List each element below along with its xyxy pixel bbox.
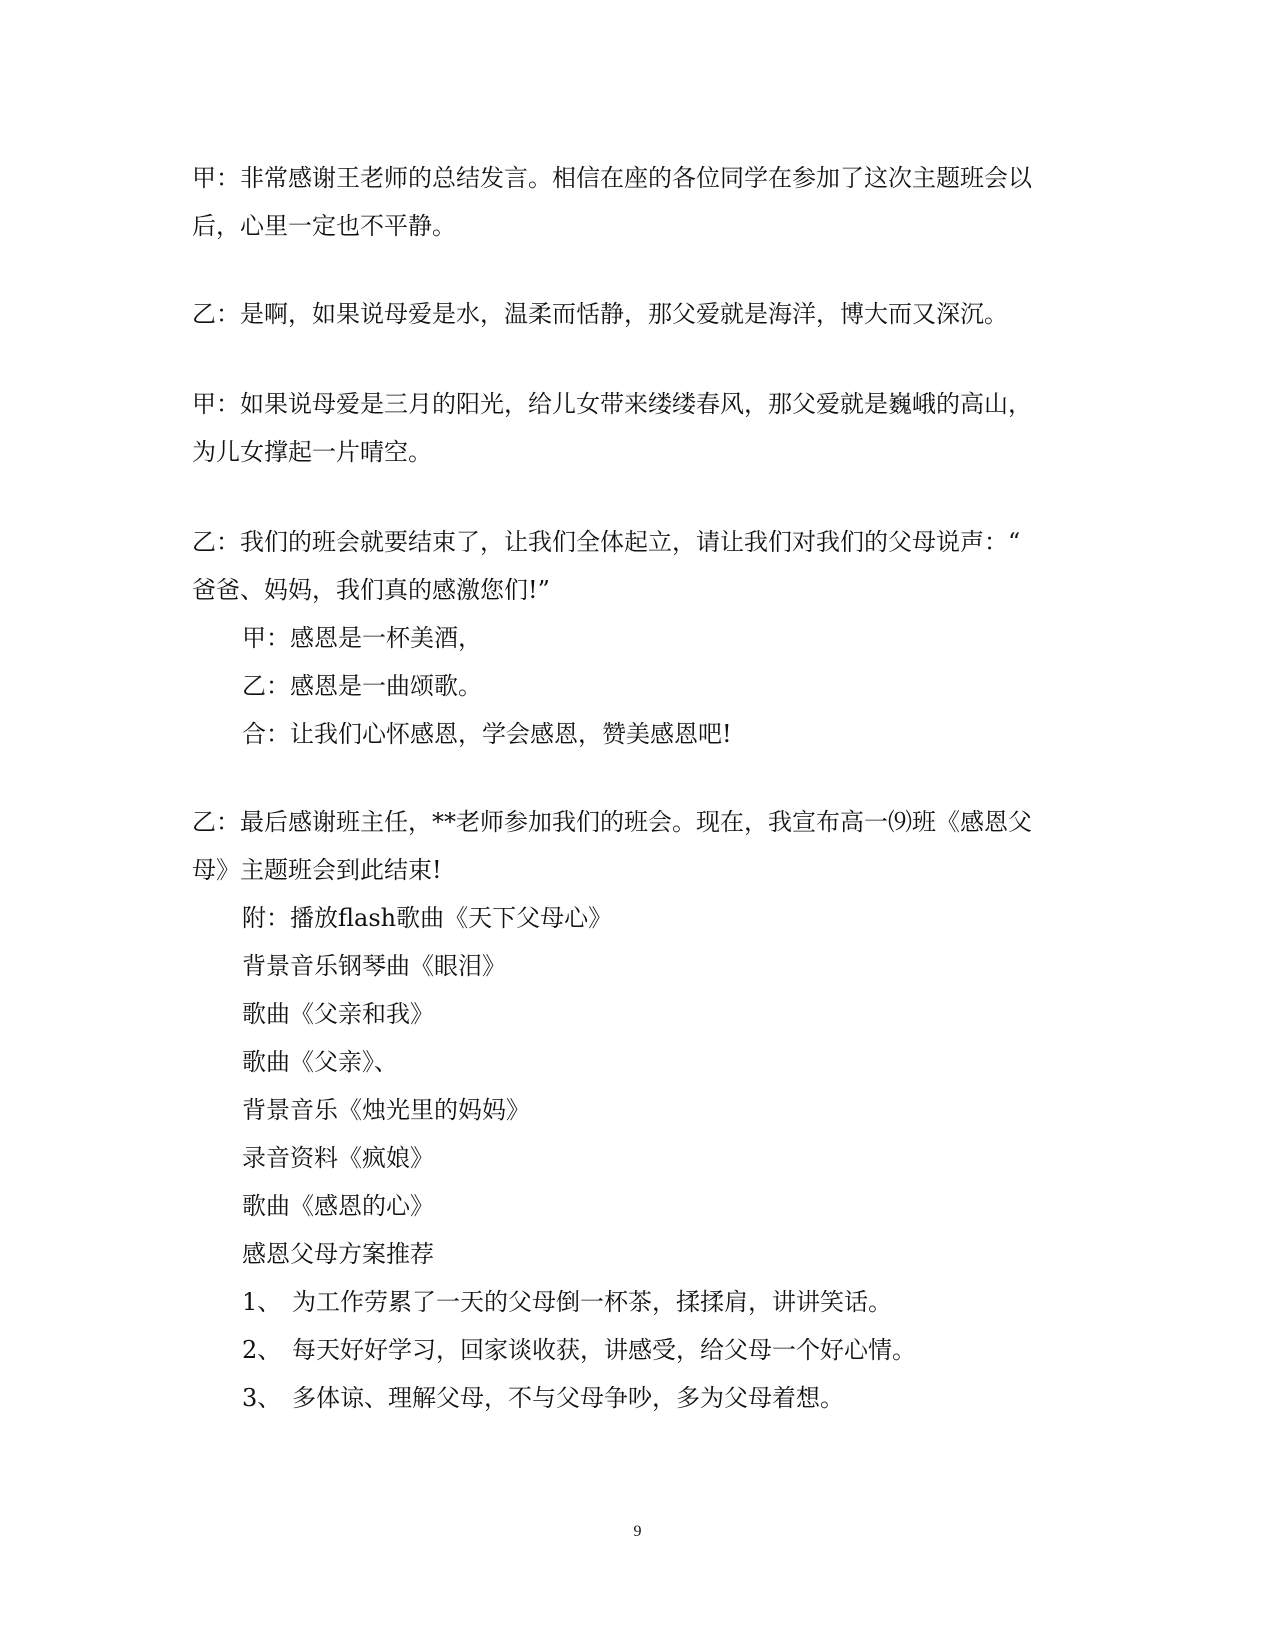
paragraph-line: 甲：如果说母爱是三月的阳光，给儿女带来缕缕春风，那父爱就是巍峨的高山， — [192, 390, 1032, 418]
appendix-line: 歌曲《父亲》、 — [242, 1048, 398, 1076]
recommendation-item — [242, 1326, 916, 1374]
list-number: 1、 — [242, 1288, 282, 1316]
recommendation-item — [242, 1278, 892, 1326]
list-text: 为工作劳累了一天的父母倒一杯茶，揉揉肩，讲讲笑话。 — [292, 1288, 892, 1316]
appendix-line: 录音资料《疯娘》 — [242, 1144, 434, 1172]
dialogue-line: 合：让我们心怀感恩，学会感恩，赞美感恩吧! — [242, 720, 732, 748]
appendix-heading: 感恩父母方案推荐 — [242, 1240, 434, 1268]
appendix-line: 附：播放flash歌曲《天下父母心》 — [242, 904, 613, 932]
paragraph-line: 乙：最后感谢班主任，**老师参加我们的班会。现在，我宣布高一⑼班《感恩父 — [192, 808, 1032, 836]
paragraph-line: 母》主题班会到此结束! — [192, 856, 442, 884]
appendix-line: 歌曲《感恩的心》 — [242, 1192, 434, 1220]
list-text: 每天好好学习，回家谈收获，讲感受，给父母一个好心情。 — [292, 1336, 916, 1364]
list-number: 2、 — [242, 1336, 282, 1364]
paragraph-line: 甲：非常感谢王老师的总结发言。相信在座的各位同学在参加了这次主题班会以 — [192, 164, 1032, 192]
dialogue-line: 乙：感恩是一曲颂歌。 — [242, 672, 482, 700]
appendix-line: 歌曲《父亲和我》 — [242, 1000, 434, 1028]
paragraph-line: 乙：我们的班会就要结束了，让我们全体起立，请让我们对我们的父母说声：“ — [192, 528, 1021, 556]
page-number: 9 — [633, 1523, 642, 1540]
recommendation-item — [242, 1374, 844, 1422]
paragraph-3 — [192, 380, 1082, 476]
closing-paragraph — [192, 798, 1082, 894]
appendix-line: 背景音乐钢琴曲《眼泪》 — [242, 952, 506, 980]
paragraph-line: 后，心里一定也不平静。 — [192, 212, 456, 240]
paragraph-line: 为儿女撑起一片晴空。 — [192, 438, 432, 466]
appendix-line: 背景音乐《烛光里的妈妈》 — [242, 1096, 530, 1124]
list-text: 多体谅、理解父母，不与父母争吵，多为父母着想。 — [292, 1384, 844, 1412]
paragraph-4 — [192, 518, 1082, 614]
paragraph-1 — [192, 154, 1082, 250]
dialogue-line: 甲：感恩是一杯美酒， — [242, 624, 482, 652]
paragraph-line: 乙：是啊，如果说母爱是水，温柔而恬静，那父爱就是海洋，博大而又深沉。 — [192, 300, 1008, 328]
list-number: 3、 — [242, 1384, 282, 1412]
paragraph-2 — [192, 290, 1082, 338]
paragraph-line: 爸爸、妈妈，我们真的感激您们!” — [192, 576, 550, 604]
